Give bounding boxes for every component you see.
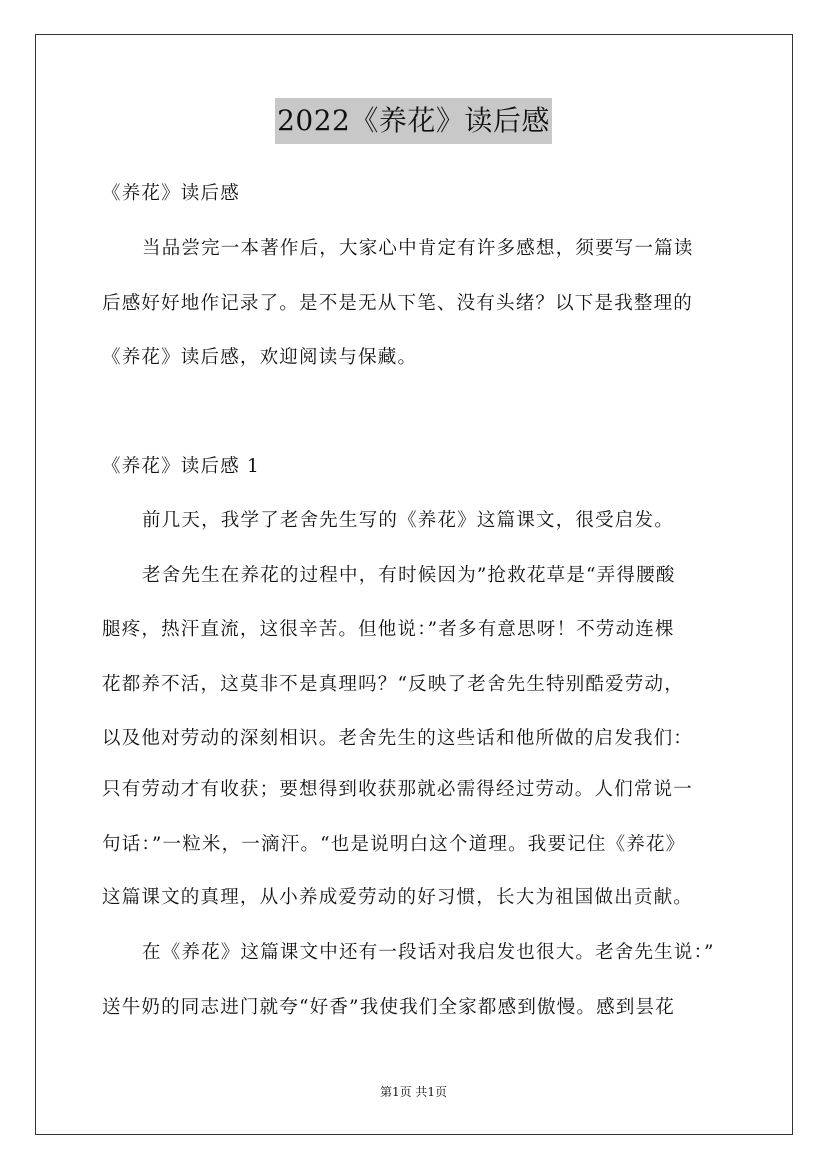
document-title-wrapper xyxy=(0,98,827,144)
text-line: 句话：”一粒米，一滴汗。“也是说明白这个道理。我要记住《养花》 xyxy=(102,834,686,855)
text-line: 以及他对劳动的深刻相识。老舍先生的这些话和他所做的启发我们： xyxy=(102,728,694,749)
page-footer: 第1页 共1页 xyxy=(379,1085,448,1099)
text-line: 当品尝完一本著作后，大家心中肯定有许多感想，须要写一篇读 xyxy=(142,238,694,259)
text-line: 在《养花》这篇课文中还有一段话对我启发也很大。老舍先生说：” xyxy=(142,942,715,963)
text-line: 花都养不活，这莫非不是真理吗？“反映了老舍先生特别酷爱劳动， xyxy=(102,674,684,695)
text-line: 后感好好地作记录了。是不是无从下笔、没有头绪？以下是我整理的 xyxy=(102,293,694,314)
text-line: 只有劳动才有收获；要想得到收获那就必需得经过劳动。人们常说一 xyxy=(102,779,694,800)
document-title: 2022《养花》读后感 xyxy=(275,98,552,144)
text-line: 老舍先生在养花的过程中，有时候因为”抢救花草是“弄得腰酸 xyxy=(142,565,676,586)
section-heading: 《养花》读后感 1 xyxy=(102,456,260,477)
heading-line: 《养花》读后感 xyxy=(102,183,240,204)
text-line: 这篇课文的真理，从小养成爱劳动的好习惯，长大为祖国做出贡献。 xyxy=(102,887,694,908)
text-line: 送牛奶的同志进门就夸“好香”我使我们全家都感到傲慢。感到昙花 xyxy=(102,997,675,1018)
text-line: 《养花》读后感，欢迎阅读与保藏。 xyxy=(102,347,418,368)
text-line: 前几天，我学了老舍先生写的《养花》这篇课文，很受启发。 xyxy=(142,510,674,531)
text-line: 腿疼，热汗直流，这很辛苦。但他说：”者多有意思呀！不劳动连棵 xyxy=(102,619,675,640)
